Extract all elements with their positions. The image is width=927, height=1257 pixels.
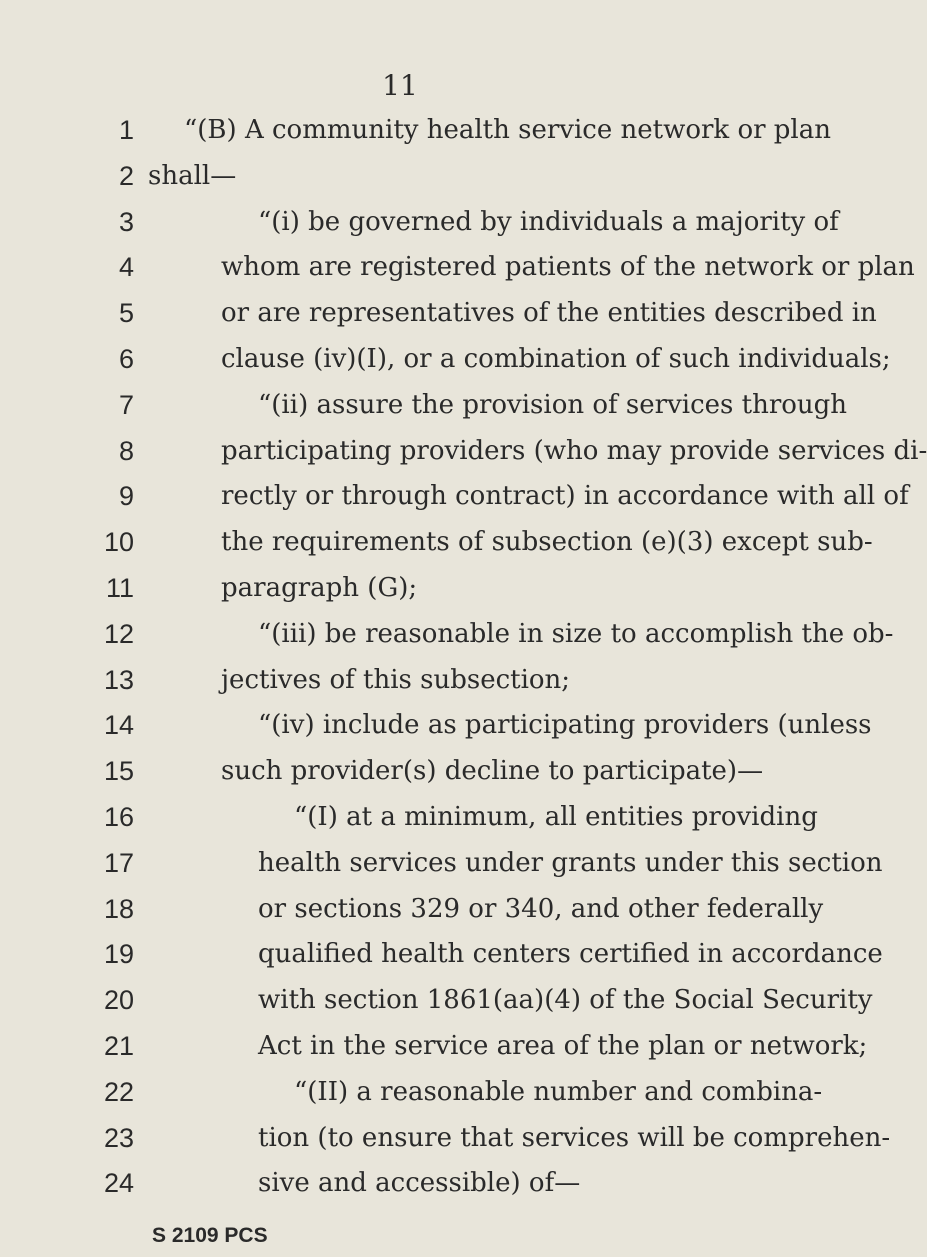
line-text: “(i) be governed by individuals a majority of bbox=[258, 206, 839, 237]
line-text: participating providers (who may provide services di- bbox=[221, 435, 927, 466]
line-text: “(B) A community health service network or plan bbox=[184, 115, 831, 145]
line-number: 24 bbox=[103, 1168, 134, 1199]
line-number: 20 bbox=[103, 985, 134, 1016]
text-line bbox=[0, 839, 883, 887]
line-number: 4 bbox=[118, 252, 134, 283]
line-text: or are representatives of the entities described in bbox=[221, 298, 877, 329]
line-text: jectives of this subsection; bbox=[221, 664, 571, 695]
line-text: health services under grants under this section bbox=[258, 847, 883, 878]
line-number: 18 bbox=[103, 893, 134, 924]
line-number: 9 bbox=[118, 481, 134, 512]
line-text: the requirements of subsection (e)(3) except sub- bbox=[221, 527, 873, 558]
line-number: 11 bbox=[105, 573, 134, 603]
text-line bbox=[0, 518, 873, 566]
line-number: 2 bbox=[118, 160, 134, 191]
line-text: “(iv) include as participating providers (unless bbox=[258, 710, 872, 741]
line-text: “(I) at a minimum, all entities providing bbox=[294, 802, 818, 832]
line-number: 17 bbox=[103, 847, 134, 878]
line-number: 5 bbox=[118, 298, 134, 329]
line-text: qualified health centers certified in accordance bbox=[258, 939, 883, 970]
line-number: 10 bbox=[103, 527, 134, 558]
line-number: 15 bbox=[103, 756, 134, 787]
page-number: 11 bbox=[382, 69, 418, 102]
text-line bbox=[0, 701, 872, 749]
line-text: clause (iv)(I), or a combination of such individuals; bbox=[221, 344, 891, 374]
text-line bbox=[0, 1114, 891, 1162]
text-line bbox=[0, 1068, 823, 1116]
line-number: 21 bbox=[103, 1031, 134, 1061]
text-line bbox=[0, 656, 800, 704]
line-text: whom are registered patients of the network or plan bbox=[221, 252, 915, 283]
line-number: 8 bbox=[118, 435, 134, 466]
text-line bbox=[0, 289, 877, 337]
line-number: 23 bbox=[103, 1122, 134, 1153]
text-line bbox=[0, 747, 800, 795]
line-number: 7 bbox=[118, 389, 134, 420]
line-text: with section 1861(aa)(4) of the Social Security bbox=[258, 985, 873, 1016]
line-text: “(II) a reasonable number and combina- bbox=[294, 1076, 823, 1107]
line-number: 1 bbox=[118, 115, 134, 145]
line-text: tion (to ensure that services will be comprehen- bbox=[258, 1122, 891, 1153]
line-text: “(iii) be reasonable in size to accomplish the ob- bbox=[258, 618, 894, 649]
line-number: 19 bbox=[103, 939, 134, 970]
text-line bbox=[0, 381, 848, 429]
text-line bbox=[0, 335, 891, 383]
text-line bbox=[0, 1159, 800, 1207]
text-line bbox=[0, 1022, 868, 1070]
line-number: 12 bbox=[103, 618, 134, 649]
line-number: 16 bbox=[103, 802, 134, 832]
line-number: 14 bbox=[103, 710, 134, 741]
text-line bbox=[0, 198, 839, 246]
line-number: 22 bbox=[103, 1076, 134, 1107]
line-text: rectly or through contract) in accordance with all of bbox=[221, 481, 909, 512]
text-line bbox=[0, 106, 831, 154]
line-number: 13 bbox=[103, 664, 134, 695]
text-line bbox=[0, 930, 883, 978]
text-line bbox=[0, 427, 927, 475]
text-line bbox=[0, 243, 915, 291]
line-number: 3 bbox=[118, 206, 134, 237]
text-line bbox=[0, 152, 800, 200]
line-number: 6 bbox=[118, 344, 134, 374]
line-text: such provider(s) decline to participate)— bbox=[221, 756, 764, 787]
line-text: “(ii) assure the provision of services through bbox=[258, 389, 848, 420]
line-text: or sections 329 or 340, and other federally bbox=[258, 893, 824, 924]
text-line bbox=[0, 976, 873, 1024]
line-text: shall— bbox=[148, 160, 237, 191]
line-text: sive and accessible) of— bbox=[258, 1168, 581, 1199]
line-text: Act in the service area of the plan or network; bbox=[258, 1031, 868, 1061]
text-line bbox=[0, 564, 800, 612]
text-line bbox=[0, 793, 818, 841]
bill-footer: S 2109 PCS bbox=[152, 1224, 268, 1247]
text-line bbox=[0, 885, 824, 933]
text-line bbox=[0, 610, 894, 658]
text-line bbox=[0, 472, 909, 520]
line-text: paragraph (G); bbox=[221, 573, 418, 603]
